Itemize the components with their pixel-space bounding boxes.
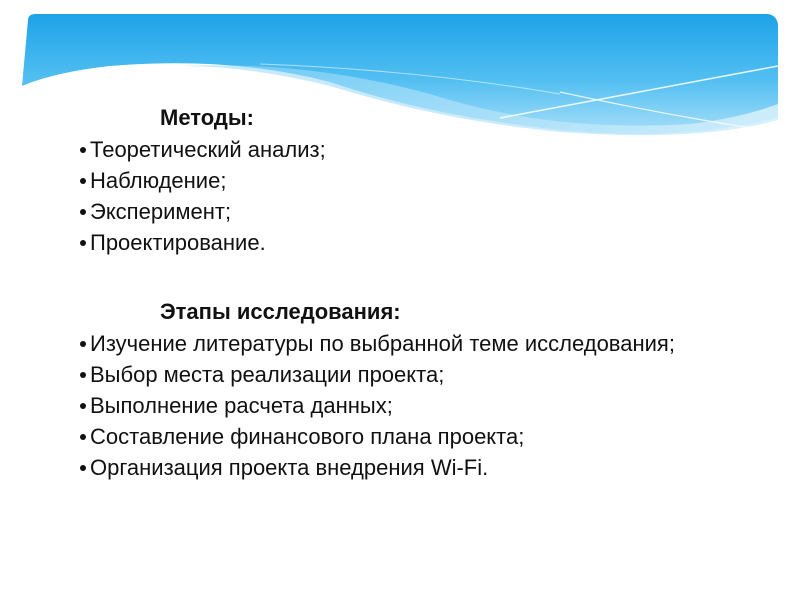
list-item: Организация проекта внедрения Wi-Fi. [80,452,720,483]
bullet-icon [80,403,86,409]
stages-list [80,328,720,483]
bullet-icon [80,147,86,153]
list-item: Изучение литературы по выбранной теме исследования; [80,328,720,359]
list-item: Проектирование. [80,227,720,258]
list-item: Выполнение расчета данных; [80,390,720,421]
section-spacer [80,258,720,290]
list-item: Эксперимент; [80,196,720,227]
list-item: Выбор места реализации проекта; [80,359,720,390]
list-item: Составление финансового плана проекта; [80,421,720,452]
bullet-icon [80,465,86,471]
bullet-icon [80,341,86,347]
bullet-icon [80,178,86,184]
bullet-icon [80,372,86,378]
bullet-icon [80,240,86,246]
methods-list [80,134,720,258]
bullet-icon [80,209,86,215]
list-item: Теоретический анализ; [80,134,720,165]
stages-heading: Этапы исследования: [160,299,401,324]
content-area [80,102,720,483]
list-item: Наблюдение; [80,165,720,196]
bullet-icon [80,434,86,440]
methods-heading: Методы: [160,105,254,130]
